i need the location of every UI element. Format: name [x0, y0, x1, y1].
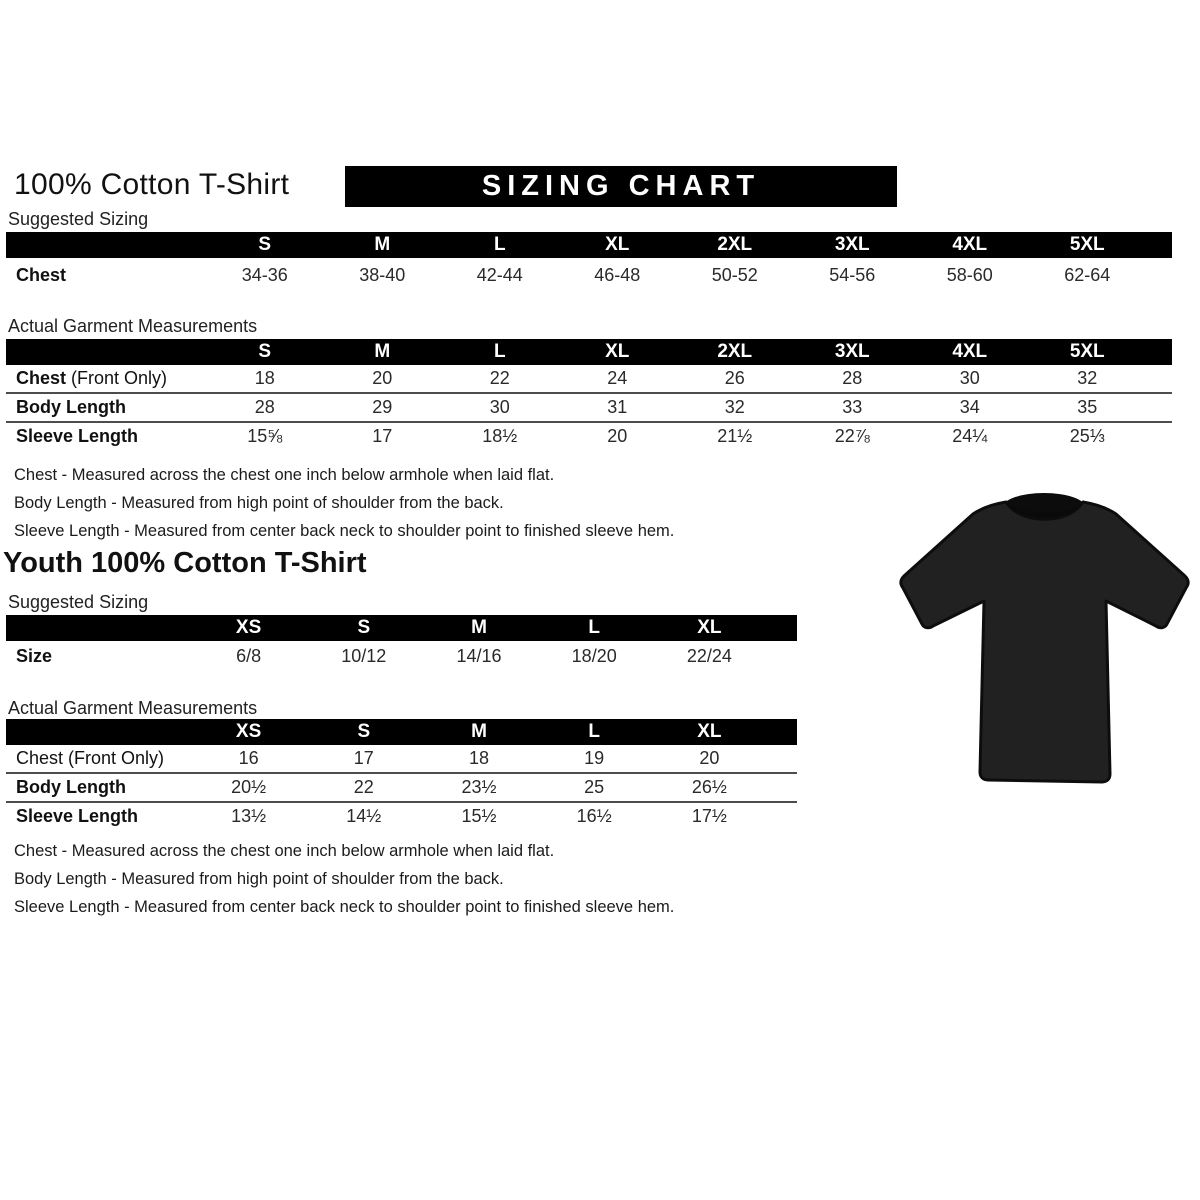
cell: 15½: [461, 806, 497, 826]
header-cell: S: [357, 617, 371, 638]
cell: 22: [489, 368, 510, 388]
header-cell: 2XL: [717, 341, 753, 362]
cell: 18/20: [571, 645, 617, 666]
cell: 16: [238, 748, 259, 768]
cell: 15⅝: [247, 426, 283, 446]
cell: 16½: [576, 806, 612, 826]
cell: 25⅓: [1069, 426, 1105, 446]
adult-suggested-sizing-table: [6, 232, 1172, 292]
table-header-row: [6, 232, 1172, 258]
header-cell: M: [471, 721, 487, 742]
cell: 20½: [231, 777, 267, 797]
adult-actual-measurements-table: [6, 339, 1172, 450]
cell: 58-60: [946, 264, 993, 285]
adult-measurement-notes: [14, 466, 674, 550]
header-cell: 4XL: [952, 341, 988, 362]
note-sleeve-length: Sleeve Length - Measured from center back neck to shoulder point to finished sleeve hem.: [14, 898, 675, 916]
header-cell: M: [374, 341, 391, 362]
cell: 20: [607, 426, 628, 446]
row-label: Chest (Front Only): [16, 748, 165, 768]
header-cell: 5XL: [1069, 234, 1105, 255]
note-chest: Chest - Measured across the chest one inch below armhole when laid flat.: [14, 466, 555, 484]
cell: 29: [372, 397, 393, 417]
header-cell: M: [471, 617, 487, 638]
cell: 26: [724, 368, 745, 388]
cell: 10/12: [341, 645, 387, 666]
table-row-chest: [6, 258, 1172, 292]
cell: 26½: [691, 777, 727, 797]
cell: 18½: [482, 426, 518, 446]
cell: 22⅞: [834, 426, 870, 446]
header-cell: S: [357, 721, 371, 742]
table-row-sleeve-length: [6, 803, 797, 830]
header-cell: S: [258, 341, 272, 362]
header-cell: XS: [235, 721, 262, 742]
table-header-row: [6, 615, 797, 641]
note-chest: Chest - Measured across the chest one inch below armhole when laid flat.: [14, 842, 555, 860]
table-row-chest: [6, 365, 1172, 394]
cell: 54-56: [829, 264, 876, 285]
adult-actual-measurements-label: Actual Garment Measurements: [8, 316, 258, 336]
header-cell: L: [493, 341, 506, 362]
cell: 33: [842, 397, 863, 417]
note-body-length: Body Length - Measured from high point of shoulder from the back.: [14, 870, 504, 888]
cell: 38-40: [359, 264, 406, 285]
cell: 28: [842, 368, 863, 388]
cell: 20: [372, 368, 393, 388]
header-cell: L: [493, 234, 506, 255]
cell: 17: [353, 748, 374, 768]
cell: 46-48: [594, 264, 641, 285]
table-row-size: [6, 641, 797, 671]
cell: 18: [254, 368, 275, 388]
cell: 14½: [346, 806, 382, 826]
header-cell: 4XL: [952, 234, 988, 255]
cell: 21½: [717, 426, 753, 446]
youth-suggested-sizing-label: Suggested Sizing: [8, 592, 149, 612]
header-cell: XL: [697, 721, 722, 742]
header-cell: 3XL: [834, 234, 870, 255]
header-cell: L: [588, 617, 600, 638]
table-row-chest: [6, 745, 797, 774]
header-cell: L: [588, 721, 600, 742]
cell: 14/16: [456, 645, 502, 666]
cell: 22: [353, 777, 374, 797]
cell: 34: [959, 397, 980, 417]
row-label: Size: [16, 645, 53, 666]
header-cell: XL: [605, 341, 630, 362]
row-label: Sleeve Length: [16, 426, 139, 446]
adult-section-title: 100% Cotton T-Shirt: [14, 168, 290, 201]
cell: 32: [1077, 368, 1098, 388]
cell: 18: [468, 748, 489, 768]
note-body-length: Body Length - Measured from high point of shoulder from the back.: [14, 494, 504, 512]
header-cell: XL: [605, 234, 630, 255]
youth-section-title: Youth 100% Cotton T-Shirt: [3, 547, 367, 579]
youth-actual-measurements-table: [6, 719, 797, 830]
cell: 28: [254, 397, 275, 417]
cell: 62-64: [1064, 264, 1111, 285]
row-label-main: Chest: [16, 368, 67, 388]
table-row-sleeve-length: [6, 423, 1172, 450]
cell: 22/24: [686, 645, 732, 666]
cell: 31: [607, 397, 628, 417]
note-sleeve-length: Sleeve Length - Measured from center back neck to shoulder point to finished sleeve hem.: [14, 522, 675, 540]
table-row-body-length: [6, 394, 1172, 423]
cell: 17: [372, 426, 393, 446]
cell: 42-44: [476, 264, 523, 285]
row-label: Chest: [16, 264, 67, 285]
header-cell: XL: [697, 617, 722, 638]
table-header-row: [6, 339, 1172, 365]
black-tshirt-image: [893, 488, 1195, 800]
row-label-suffix: (Front Only): [66, 368, 168, 388]
product-image: [893, 488, 1195, 800]
row-label: Sleeve Length: [16, 806, 139, 826]
cell: 35: [1077, 397, 1098, 417]
cell: 20: [699, 748, 720, 768]
cell: 50-52: [711, 264, 758, 285]
table-row-body-length: [6, 774, 797, 803]
row-label: Body Length: [16, 397, 126, 417]
cell: 30: [489, 397, 510, 417]
cell: 6/8: [236, 645, 262, 666]
adult-suggested-sizing-label: Suggested Sizing: [8, 209, 149, 229]
row-label: [6, 368, 206, 389]
header-cell: 5XL: [1069, 341, 1105, 362]
header-cell: 3XL: [834, 341, 870, 362]
youth-actual-measurements-label: Actual Garment Measurements: [8, 698, 258, 718]
youth-suggested-sizing-table: [6, 615, 797, 671]
cell: 24¼: [952, 426, 988, 446]
row-label: Body Length: [16, 777, 126, 797]
header-cell: M: [374, 234, 391, 255]
header-cell: S: [258, 234, 272, 255]
youth-measurement-notes: [14, 842, 674, 926]
cell: 30: [959, 368, 980, 388]
header-cell: XS: [235, 617, 262, 638]
cell: 17½: [691, 806, 727, 826]
sizing-chart-banner: SIZING CHART: [345, 166, 897, 207]
table-header-row: [6, 719, 797, 745]
cell: 23½: [461, 777, 497, 797]
cell: 13½: [231, 806, 267, 826]
cell: 25: [584, 777, 605, 797]
cell: 34-36: [241, 264, 288, 285]
cell: 32: [724, 397, 745, 417]
cell: 24: [607, 368, 628, 388]
cell: 19: [584, 748, 605, 768]
header-cell: 2XL: [717, 234, 753, 255]
